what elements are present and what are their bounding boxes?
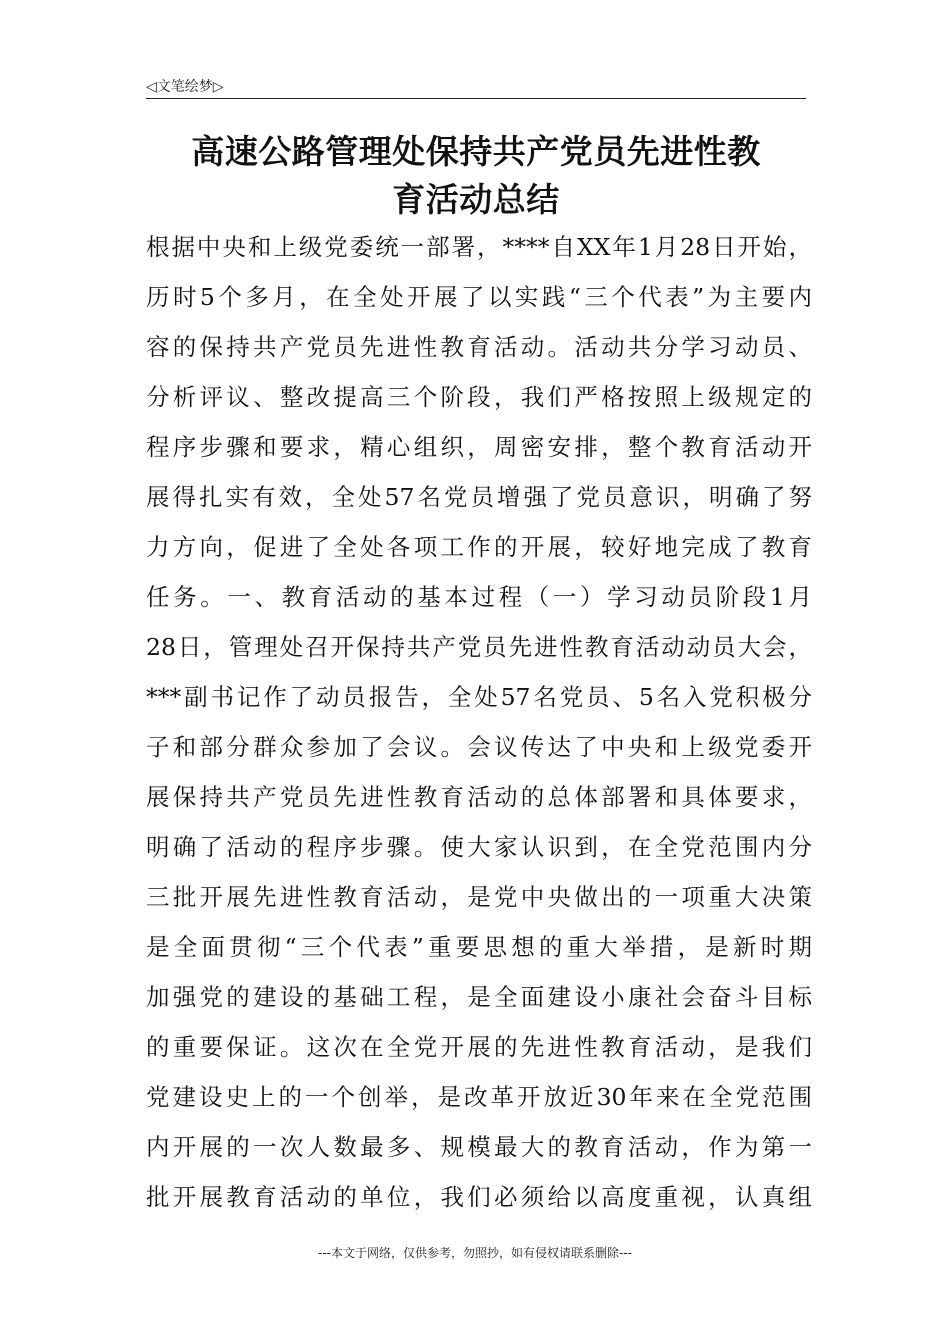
- body-line: 分析评议、整改提高三个阶段，我们严格按照上级规定的: [146, 383, 812, 411]
- body-line: 展保持共产党员先进性教育活动的总体部署和具体要求，: [146, 783, 812, 811]
- body-line: 历时5个多月，在全处开展了以实践“三个代表”为主要内: [146, 283, 812, 311]
- title-line: 高速公路管理处保持共产党员先进性教: [191, 132, 761, 171]
- header-brand: ◁文笔绘梦▷: [146, 79, 224, 95]
- document-title: [140, 128, 812, 224]
- body-line: 程序步骤和要求，精心组织，周密安排，整个教育活动开: [146, 433, 812, 461]
- body-line: 党建设史上的一个创举，是改革开放近30年来在全党范围: [146, 1083, 812, 1111]
- body-line: 子和部分群众参加了会议。会议传达了中央和上级党委开: [146, 733, 812, 761]
- body-line: 展得扎实有效，全处57名党员增强了党员意识，明确了努: [146, 483, 812, 511]
- body-line: 内开展的一次人数最多、规模最大的教育活动，作为第一: [146, 1133, 812, 1161]
- document-body: [146, 222, 812, 1222]
- body-line: 容的保持共产党员先进性教育活动。活动共分学习动员、: [146, 333, 812, 361]
- body-line: ***副书记作了动员报告，全处57名党员、5名入党积极分: [146, 683, 812, 711]
- body-line: 根据中央和上级党委统一部署，****自XX年1月28日开始，: [146, 233, 812, 261]
- body-line: 的重要保证。这次在全党开展的先进性教育活动，是我们: [146, 1033, 812, 1061]
- body-line: 是全面贯彻“三个代表”重要思想的重大举措，是新时期: [146, 933, 812, 961]
- title-line: 育活动总结: [392, 180, 560, 219]
- body-line: 批开展教育活动的单位，我们必须给以高度重视，认真组: [146, 1183, 812, 1211]
- page-header: [146, 74, 806, 99]
- body-line: 加强党的建设的基础工程，是全面建设小康社会奋斗目标: [146, 983, 812, 1011]
- page-footer: ---本文于网络，仅供参考，勿照抄，如有侵权请联系删除---: [318, 1246, 632, 1260]
- body-line: 28日，管理处召开保持共产党员先进性教育活动动员大会，: [146, 633, 812, 661]
- body-line: 三批开展先进性教育活动，是党中央做出的一项重大决策: [146, 883, 812, 911]
- body-line: 任务。一、教育活动的基本过程（一）学习动员阶段1月: [146, 583, 812, 611]
- body-line: 明确了活动的程序步骤。使大家认识到，在全党范围内分: [146, 833, 812, 861]
- body-line: 力方向，促进了全处各项工作的开展，较好地完成了教育: [146, 533, 812, 561]
